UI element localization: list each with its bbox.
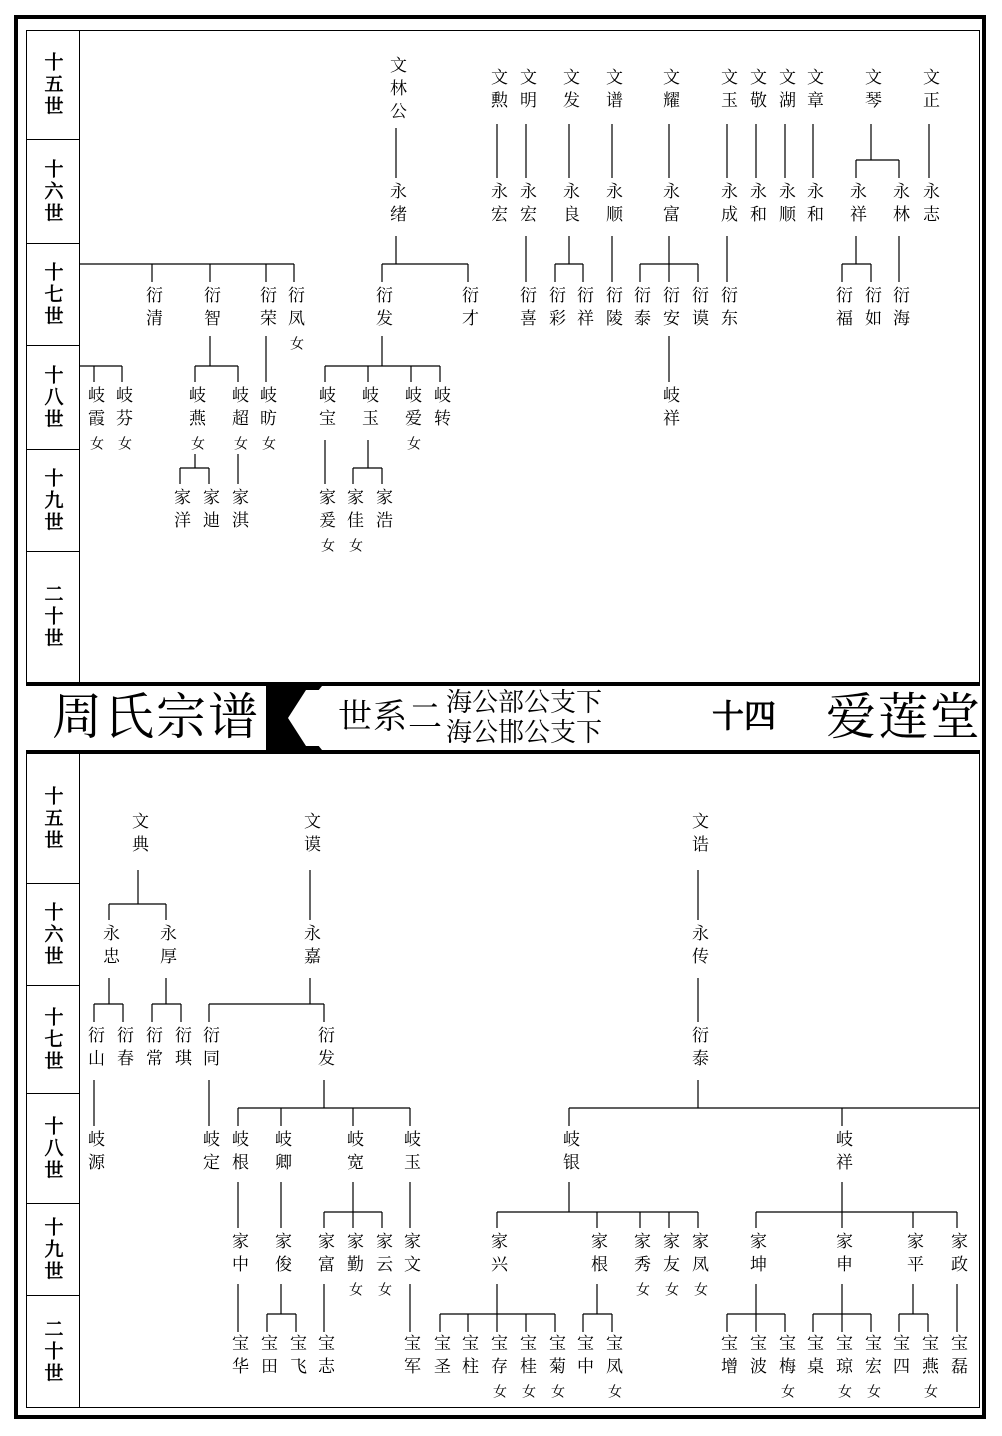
gender-note: 女 (116, 436, 132, 456)
person-name: 永和 (803, 182, 823, 228)
generation-label: 十六世 (41, 901, 64, 968)
person-name: 文发 (559, 68, 579, 114)
person-name: 家兴 (487, 1232, 507, 1278)
person-name: 宝柱 (458, 1334, 478, 1380)
person-name: 衍喜 (516, 286, 536, 332)
gender-note: 女 (288, 336, 304, 356)
person-name: 永良 (559, 182, 579, 228)
person-name: 文章 (803, 68, 823, 114)
person-name: 家凤 (688, 1232, 708, 1278)
person-name: 衍才 (458, 286, 478, 332)
person-name: 衍福 (832, 286, 852, 332)
generation-label: 十六世 (41, 158, 64, 225)
person-name: 永林 (889, 182, 909, 228)
branch-line-2: 海公邯公支下 (446, 718, 603, 748)
person-name: 岐燕 (185, 386, 205, 432)
person-name: 衍同 (199, 1026, 219, 1072)
person-name: 岐超 (228, 386, 248, 432)
person-name: 岐祥 (832, 1130, 852, 1176)
gender-note: 女 (319, 538, 335, 558)
person-name: 岐宽 (343, 1130, 363, 1176)
person-name: 永顺 (775, 182, 795, 228)
person-name: 宝圣 (430, 1334, 450, 1380)
person-name: 永成 (717, 182, 737, 228)
person-name: 永祥 (846, 182, 866, 228)
person-name: 永宏 (487, 182, 507, 228)
person-name: 文谟 (300, 812, 320, 858)
person-name: 家迪 (199, 488, 219, 534)
person-name: 衍泰 (688, 1026, 708, 1072)
gender-note: 女 (491, 1384, 507, 1404)
person-name: 永厚 (156, 924, 176, 970)
person-name: 衍春 (113, 1026, 133, 1072)
person-name: 衍智 (200, 286, 220, 332)
page-number: 十四 (712, 697, 777, 735)
person-name: 宝中 (573, 1334, 593, 1380)
generation-label: 二十世 (41, 584, 64, 650)
person-name: 宝燕 (918, 1334, 938, 1380)
gender-note: 女 (865, 1384, 881, 1404)
person-name: 永志 (919, 182, 939, 228)
gender-note: 女 (347, 1282, 363, 1302)
person-name: 宝梅 (775, 1334, 795, 1380)
gender-note: 女 (189, 436, 205, 456)
person-name: 永嘉 (300, 924, 320, 970)
person-name: 衍常 (142, 1026, 162, 1072)
person-name: 衍东 (717, 286, 737, 332)
person-name: 宝宏 (861, 1334, 881, 1380)
generation-label: 十八世 (41, 1115, 64, 1182)
gender-note: 女 (260, 436, 276, 456)
generation-label: 十九世 (41, 467, 64, 534)
person-name: 永富 (659, 182, 679, 228)
person-name: 家富 (314, 1232, 334, 1278)
person-name: 永传 (688, 924, 708, 970)
gender-note: 女 (606, 1384, 622, 1404)
person-name: 衍泰 (630, 286, 650, 332)
hall-name: 爱莲堂 (826, 688, 982, 746)
person-name: 家云 (372, 1232, 392, 1278)
person-name: 岐定 (199, 1130, 219, 1176)
person-name: 衍安 (659, 286, 679, 332)
person-name: 宝桌 (803, 1334, 823, 1380)
person-name: 家洋 (170, 488, 190, 534)
person-name: 家俊 (271, 1232, 291, 1278)
generation-label: 二十世 (41, 1319, 64, 1385)
gender-note: 女 (232, 436, 248, 456)
gender-note: 女 (405, 436, 421, 456)
gender-note: 女 (549, 1384, 565, 1404)
person-name: 衍荣 (256, 286, 276, 332)
person-name: 衍海 (889, 286, 909, 332)
person-name: 岐根 (228, 1130, 248, 1176)
person-name: 岐卿 (271, 1130, 291, 1176)
person-name: 岐宝 (315, 386, 335, 432)
person-name: 衍山 (84, 1026, 104, 1072)
person-name: 衍发 (314, 1026, 334, 1072)
person-name: 家浩 (372, 488, 392, 534)
person-name: 衍陵 (602, 286, 622, 332)
person-name: 宝田 (257, 1334, 277, 1380)
person-name: 衍祥 (573, 286, 593, 332)
gender-note: 女 (88, 436, 104, 456)
person-name: 宝志 (314, 1334, 334, 1380)
person-name: 家中 (228, 1232, 248, 1278)
person-name: 衍谟 (688, 286, 708, 332)
generation-label: 十七世 (41, 1006, 64, 1073)
person-name: 永和 (746, 182, 766, 228)
gender-note: 女 (634, 1282, 650, 1302)
person-name: 岐银 (559, 1130, 579, 1176)
person-name: 文耀 (659, 68, 679, 114)
person-name: 宝军 (400, 1334, 420, 1380)
book-title: 周氏宗谱 (52, 688, 260, 746)
person-name: 岐霞 (84, 386, 104, 432)
gender-note: 女 (663, 1282, 679, 1302)
person-name: 衍琪 (171, 1026, 191, 1072)
person-name: 文敬 (746, 68, 766, 114)
person-name: 文谱 (602, 68, 622, 114)
person-name: 家秀 (630, 1232, 650, 1278)
person-name: 宝波 (746, 1334, 766, 1380)
person-name: 宝菊 (545, 1334, 565, 1380)
person-name: 岐昉 (256, 386, 276, 432)
gender-note: 女 (347, 538, 363, 558)
person-name: 家友 (659, 1232, 679, 1278)
person-name: 岐转 (430, 386, 450, 432)
person-name: 家申 (832, 1232, 852, 1278)
person-name: 家政 (947, 1232, 967, 1278)
gender-note: 女 (922, 1384, 938, 1404)
person-name: 宝增 (717, 1334, 737, 1380)
person-name: 岐爱 (401, 386, 421, 432)
person-name: 岐源 (84, 1130, 104, 1176)
person-name: 宝磊 (947, 1334, 967, 1380)
person-name: 宝存 (487, 1334, 507, 1380)
person-name: 宝四 (889, 1334, 909, 1380)
person-name: 文明 (516, 68, 536, 114)
person-name: 文琴 (861, 68, 881, 114)
section-label: 世系二 (338, 697, 443, 737)
person-name: 家平 (903, 1232, 923, 1278)
person-name: 文正 (919, 68, 939, 114)
branch-line-1: 海公部公支下 (446, 688, 603, 718)
person-name: 衍凤 (284, 286, 304, 332)
person-name: 宝飞 (286, 1334, 306, 1380)
gender-note: 女 (779, 1384, 795, 1404)
person-name: 文林公 (386, 56, 406, 125)
person-name: 衍发 (372, 286, 392, 332)
person-name: 文勲 (487, 68, 507, 114)
gender-note: 女 (520, 1384, 536, 1404)
person-name: 文诰 (688, 812, 708, 858)
generation-label: 十五世 (41, 51, 64, 118)
person-name: 文玉 (717, 68, 737, 114)
person-name: 永宏 (516, 182, 536, 228)
person-name: 宝凤 (602, 1334, 622, 1380)
gender-note: 女 (692, 1282, 708, 1302)
person-name: 岐芬 (112, 386, 132, 432)
generation-label: 十七世 (41, 261, 64, 328)
gender-note: 女 (836, 1384, 852, 1404)
person-name: 衍清 (142, 286, 162, 332)
generation-label: 十五世 (41, 785, 64, 852)
person-name: 文典 (128, 812, 148, 858)
generation-label: 十八世 (41, 364, 64, 431)
person-name: 家坤 (746, 1232, 766, 1278)
person-name: 衍彩 (545, 286, 565, 332)
gender-note: 女 (376, 1282, 392, 1302)
person-name: 衍如 (861, 286, 881, 332)
person-name: 家根 (587, 1232, 607, 1278)
generation-label: 十九世 (41, 1216, 64, 1283)
person-name: 永顺 (602, 182, 622, 228)
person-name: 永绪 (386, 182, 406, 228)
person-name: 岐玉 (400, 1130, 420, 1176)
person-name: 岐玉 (358, 386, 378, 432)
person-name: 家佳 (343, 488, 363, 534)
person-name: 宝华 (228, 1334, 248, 1380)
person-name: 文湖 (775, 68, 795, 114)
person-name: 家淇 (228, 488, 248, 534)
person-name: 家爰 (315, 488, 335, 534)
person-name: 永忠 (99, 924, 119, 970)
person-name: 家文 (400, 1232, 420, 1278)
person-name: 宝琼 (832, 1334, 852, 1380)
person-name: 岐祥 (659, 386, 679, 432)
person-name: 宝桂 (516, 1334, 536, 1380)
person-name: 家勤 (343, 1232, 363, 1278)
